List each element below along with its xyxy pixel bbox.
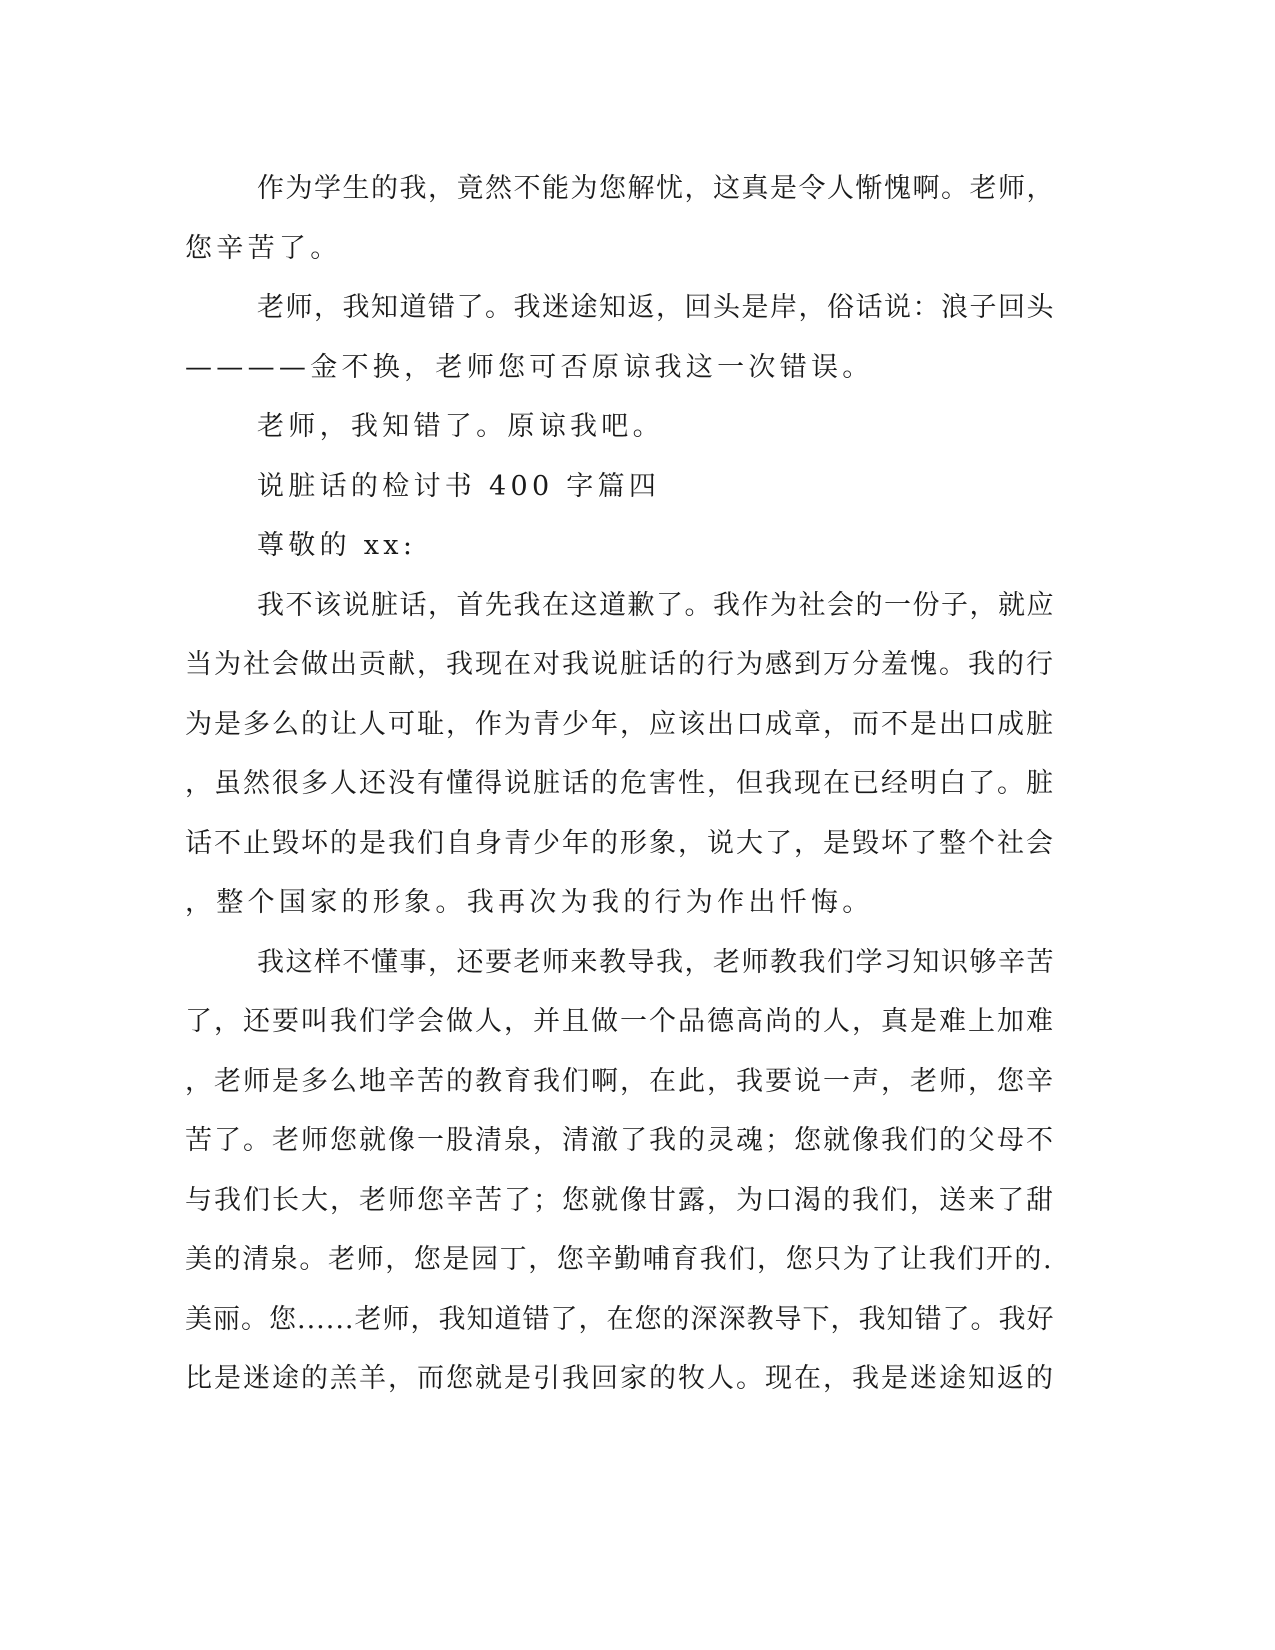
text-line: ，虽然很多人还没有懂得说脏话的危害性，但我现在已经明白了。脏 [185, 768, 1055, 799]
document-body [185, 159, 1055, 1409]
section-heading: 说脏话的检讨书 400 字篇四 [257, 470, 661, 502]
text-line: 美的清泉。老师，您是园丁，您辛勤哺育我们，您只为了让我们开的. [185, 1244, 1054, 1275]
text-line: 苦了。老师您就像一股清泉，清澈了我的灵魂；您就像我们的父母不 [185, 1125, 1055, 1156]
text-line: 美丽。您......老师，我知道错了，在您的深深教导下，我知错了。我好 [185, 1303, 1055, 1335]
text-line: 老师，我知错了。原谅我吧。 [257, 411, 664, 442]
text-line: 老师，我知道错了。我迷途知返，回头是岸，俗话说：浪子回头 [257, 292, 1055, 323]
text-line: 作为学生的我，竟然不能为您解忧，这真是令人惭愧啊。老师， [257, 173, 1055, 204]
text-line: 为是多么的让人可耻，作为青少年，应该出口成章，而不是出口成脏 [185, 708, 1055, 740]
text-line: 您辛苦了。 [185, 232, 342, 264]
text-line: 我这样不懂事，还要老师来教导我，老师教我们学习知识够辛苦 [257, 946, 1055, 978]
text-line: 了，还要叫我们学会做人，并且做一个品德高尚的人，真是难上加难 [185, 1006, 1055, 1037]
text-line: 当为社会做出贡献，我现在对我说脏话的行为感到万分羞愧。我的行 [185, 649, 1055, 680]
text-line: 与我们长大，老师您辛苦了；您就像甘露，为口渴的我们，送来了甜 [185, 1184, 1055, 1216]
salutation: 尊敬的 xx: [257, 530, 417, 561]
text-line: ————金不换，老师您可否原谅我这一次错误。 [185, 351, 874, 383]
text-line: 话不止毁坏的是我们自身青少年的形象，说大了，是毁坏了整个社会 [185, 827, 1055, 859]
text-line: ，老师是多么地辛苦的教育我们啊，在此，我要说一声，老师，您辛 [185, 1065, 1055, 1097]
text-line: 比是迷途的羔羊，而您就是引我回家的牧人。现在，我是迷途知返的 [185, 1363, 1055, 1394]
text-line: ，整个国家的形象。我再次为我的行为作出忏悔。 [185, 887, 874, 918]
text-line: 我不该说脏话，首先我在这道歉了。我作为社会的一份子，就应 [257, 589, 1055, 621]
